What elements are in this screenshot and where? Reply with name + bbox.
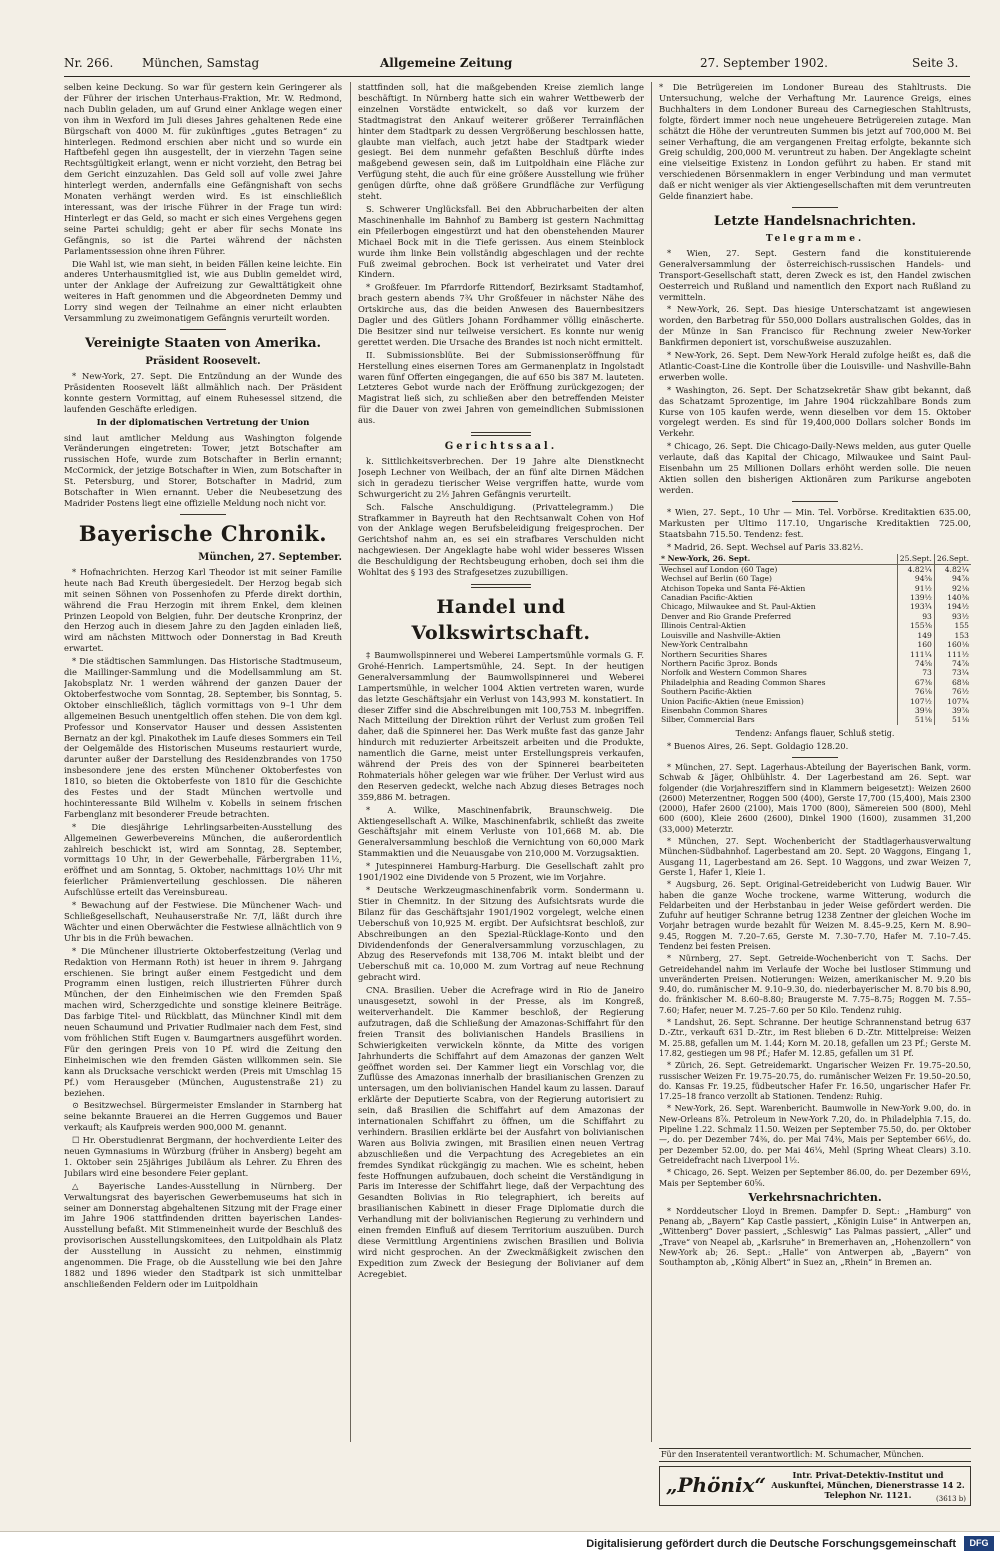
separator xyxy=(471,432,531,436)
ad-line: Telephon Nr. 1121. xyxy=(824,1490,912,1500)
market-report: * München, 27. Sept. Lagerhaus-Abteilung der Bayerischen Bank, vorm. Schwab & Jäger, Ohlbühlstr. 4. Der Lagerbestand am 26. Sept. war folgender (die Vorjahresziffern sind in Klammern beigesetzt): Weizen 2600 (2600) Meterzentner, Roggen 500 (400), Gerste 17,700 (15,400), Mais 2300 (2000), Hafer 2600 (2100), Mais 1700 (800), Sämereien 500 (800), Mehl 600 (600), Kleie 2600 (2600), Dinkel 1900 (1600), zusammen 31,200 (33,000) Meterztr. xyxy=(659,762,971,834)
telegram: * Wien, 27. Sept., 10 Uhr — Min. Tel. Vorbörse. Kreditaktien 635.00, Markusten per Ultimo 117.10, Ungarische Kreditaktien 725.00, Staatsbahn 715.50. Tendenz: fest. xyxy=(659,506,971,539)
telegram: * New-York, 26. Sept. Das hiesige Unterschatzamt ist angewiesen worden, den Barbetrag für 550,000 Dollars australischen Goldes, das in der Münze in San Francisco für Rechnung zweier New-Yorker Bankfirmen deponiert ist, vorschußweise auszuzahlen. xyxy=(659,304,971,348)
telegram: * Washington, 26. Sept. Der Schatzsekretär Shaw gibt bekannt, daß das Schatzamt 5prozentige, im Jahre 1904 rückzahlbare Bonds zum Kurse von 105 kaufen werde, wenn dieselben vor dem 15. Oktober vorgelegt werden. Es sind für 19,400,000 Dollars solcher Bonds im Verkehr. xyxy=(659,384,971,439)
table-row xyxy=(659,631,971,640)
ad-code: (3613 b) xyxy=(936,1495,966,1503)
stock-quote: 140⅜ xyxy=(947,593,969,603)
table-row xyxy=(659,706,971,715)
separator xyxy=(792,501,838,502)
article-paragraph: * Deutsche Werkzeugmaschinenfabrik vorm. Sondermann u. Stier in Chemnitz. In der Sitzung des Aufsichtsrats wurde die Bilanz für das Geschäftsjahr 1901/1902 vorgelegt, welche einen Ueberschuß von 10,925 M. ergibt. Der Aufsichtsrat beschloß, zur Abschreibungen an den Spezial-Rücklage-Konto und den Dividendenfonds der Generalversammlung vorzuschlagen, zu Abzug des Reservefonds mit 138,706 M. intakt bleibt und der Ueberschuß mit ca. 10,000 M. zum Vortrag auf neue Rechnung gebracht wird. xyxy=(358,885,644,983)
stock-name: Eisenbahn Common Shares xyxy=(659,706,897,715)
market-report: * Zürich, 26. Sept. Getreidemarkt. Ungarischer Weizen Fr. 19.75–20.50, russischer Weizen Fr. 19.75–20.75, do. rumänischer Weizen Fr. 19.50–20.50, do. Kansas Fr. 19.25, füdbeutscher Hafer Fr. 16.50, ungarischer Hafer Fr. 17.25–18 franco verzollt ab Stationen. Tendenz: Ruhig. xyxy=(659,1061,971,1102)
stock-name: Wechsel auf Berlin (60 Tage) xyxy=(659,574,897,583)
stock-quote: 74⅞ xyxy=(951,658,969,668)
digitization-footer xyxy=(0,1531,1000,1556)
stock-quote: 93½ xyxy=(951,611,969,621)
table-row xyxy=(659,602,971,611)
article-paragraph: stattfinden soll, hat die maßgebenden Kreise ziemlich lange beschäftigt. In Nürnberg hatte sich ein wahrer Wettbewerb der einzelnen Vorstädte entwickelt, so daß vor kurzem der Stadtmagistrat den Ankauf weiterer größerer Terrainflächen hinter dem Stadtpark zu dessen Vergrößerung beschlossen hatte, glaubte man vielfach, auch jetzt habe der Stadtpark wieder gesiegt. Bei dem nunmehr gefaßten Beschluß dürfte indes maßgebend gewesen sein, daß im Luitpoldhain eine Fläche zur Verfügung steht, die auch für eine größere Ausstellung wie früher genügen dürfte, ohne daß größere Grundfläche zur Verfügung steht. xyxy=(358,82,644,202)
masthead-paper-title: Allgemeine Zeitung xyxy=(380,56,513,70)
stock-name: Southern Pacific-Aktien xyxy=(659,687,897,696)
article-paragraph: * Großfeuer. Im Pfarrdorfe Rittendorf, Bezirksamt Stadtamhof, brach gestern abends 7¾ Uhr Großfeuer in nächster Nähe des Ortskirche aus, das die beiden Anwesen des Bauernbesitzers Dagler und des Gütlers Johann Fordhammer völlig einäscherte. Die Besitzer sind nur teilweise versichert. Es konnte nur wenig gerettet werden. Die Ursache des Brandes ist noch nicht ermittelt. xyxy=(358,282,644,347)
footer-credit: Digitalisierung gefördert durch die Deutsche Forschungsgemeinschaft xyxy=(586,1538,956,1550)
masthead xyxy=(64,56,970,76)
table-row xyxy=(659,668,971,677)
page-number: Seite 3. xyxy=(912,56,959,70)
market-report: * München, 27. Sept. Wochenbericht der Stadtlagerhausverwaltung München-Südbahnhof. Lagerbestand am 20. Sept. 20 Waggons, Eingang 1, Ausgang 11, Lagerbestand am 26. Sept. 10 Waggons, und zwar Weizen 7, Gerste 1, Hafer 1, Kleie 1. xyxy=(659,837,971,877)
column-divider xyxy=(651,82,652,1442)
stock-name: Northern Pacific 3proz. Bonds xyxy=(659,659,897,668)
article-paragraph: ‡ Baumwollspinnerei und Weberei Lampertsmühle vormals G. F. Grohé-Henrich. Lampertsmühle, 24. Sept. In der heutigen Generalversammlung der Baumwollspinnerei und Weberei Lampertsmühle, in welcher 1004 Aktien vertreten waren, wurde das letzte Geschäftsjahr ein Verlust von 143,993 M. konstatiert. In dieser Ziffer sind die Abschreibungen mit 100,753 M. inbegriffen. Nach Mitteilung der Direktion rührt der Verlust zum großen Teil daher, daß die Spinnerei her. Das Werk mußte fast das ganze Jahr hindurch mit reduzierter Arbeitszeit arbeiten und die Produkte, namentlich die Garne, meist unter Erstellungspreis verkaufen, während der Preis des von der Spinnerei bearbeiteten Rohmaterials höher gelegen war wie früher. Der Verlust wird aus den Reserven gedeckt, welche nach Abzug dieses Betrages noch 359,886 M. betragen. xyxy=(358,649,644,802)
stock-quote: 76½ xyxy=(951,687,969,697)
separator xyxy=(180,329,226,330)
column-divider xyxy=(350,82,351,1442)
stock-quote: 94⅝ xyxy=(897,574,934,583)
imprint: Für den Inseratenteil verantwortlich: M. Schumacher, München. xyxy=(659,1448,971,1462)
separator xyxy=(471,584,531,588)
market-report: * Landshut, 26. Sept. Schranne. Der heutige Schrannenstand betrug 637 D.-Ztr., verkauft 631 D.-Ztr., im Rest blieben 6 D.-Ztr. Mittelpreise: Weizen M. 25.88, gefallen um M. 1.44; Korn M. 20.18, gefallen um 23 Pf.; Gerste M. 17.82, gestiegen um 98 Pf.; Hafer M. 12.85, gefallen um 31 Pf. xyxy=(659,1018,971,1058)
stock-quote: 76⅛ xyxy=(897,687,934,696)
stock-name: Illinois Central-Aktien xyxy=(659,621,897,630)
table-row xyxy=(659,640,971,649)
stock-quote: 74⅝ xyxy=(897,659,934,668)
article-paragraph: * Jutespinnerei Hamburg-Harburg. Die Gesellschaft zahlt pro 1901/1902 eine Dividende von 5 Prozent, wie im Vorjahre. xyxy=(358,861,644,883)
table-row xyxy=(659,650,971,659)
market-report: * New-York, 26. Sept. Warenbericht. Baumwolle in New-York 9.00, do. in New-Orleans 8⅞. Petroleum in New-York 7.20, do. in Philadelphia 7.15, do. Pipeline 1.22. Schmalz 11.50. Weizen per September 75.50, do. per Oktober —, do. per Dezember 74⅜, do. per Mai 74⅜, Mais per September 66½, do. per Dezember 52.00, do. per Mai 46¼, Mehl (Spring Wheat Clears) 3.10. Getreidefracht nach Liverpool 1½. xyxy=(659,1104,971,1165)
section-heading-court: Gerichtssaal. xyxy=(444,441,558,453)
stock-quote: 4.82¼ xyxy=(897,564,934,574)
stock-quote: 91½ xyxy=(897,584,934,593)
ad-line: Intr. Privat-Detektiv-Institut und Auskunftei, München, Dienerstrasse 14 2. xyxy=(771,1470,965,1490)
article-paragraph: sind laut amtlicher Meldung aus Washington folgende Veränderungen eingetreten: Tower, jetzt Botschafter am russischen Hofe, wurde zum Botschafter in Berlin ernannt; McCormick, der jetzige Botschafter in Wien, zum Botschafter in St. Petersburg, und Storer, Botschafter in Madrid, zum Botschafter in Wien ernannt. Ueber die Neubesetzung des Madrider Postens liegt eine offizielle Meldung noch nicht vor. xyxy=(64,432,342,508)
stock-quote: 155⅜ xyxy=(897,621,934,630)
stock-rows xyxy=(659,564,971,724)
article-paragraph: * Hofnachrichten. Herzog Karl Theodor ist mit seiner Familie heute nach Bad Kreuth übergesiedelt. Der Herzog begab sich mit seinen Söhnen von Possenhofen zu Pferde direkt dorthin, während die Frau Herzogin mit ihrem Enkel, dem kleinen Prinzen Leopold von Belgien, fuhr. Der deutsche Kronprinz, der den Herzog auch in diesem Jahre zu den Jagden einladen ließ, wird am nächsten Mittwoch oder Donnerstag in Bad Kreuth erwartet. xyxy=(64,566,342,654)
stock-quote: 149 xyxy=(897,631,934,640)
stock-quote: 39⅞ xyxy=(951,705,969,715)
subheading: Präsident Roosevelt. xyxy=(145,355,261,367)
article-paragraph: * A. Wilke, Maschinenfabrik, Braunschweig. Die Aktiengesellschaft A. Wilke, Maschinenfabrik, schließt das zweite Geschäftsjahr mit einem Verluste von 101,668 M. ab. Die Generalversammlung beschloß die Vernichtung von 60,000 Mark Stammaktien und die Neuausgabe von 210,000 M. Vorzugsaktien. xyxy=(358,804,644,859)
article-paragraph: * Die Münchener illustrierte Oktoberfestzeitung (Verlag und Redaktion von Hermann Roth) ist heuer in ihrem 9. Jahrgang erschienen. Sie bringt außer einem Festgedicht und dem Programm einen lustigen, reich illustrierten Führer durch München, der den Einheimischen wie den Fremden Spaß machen wird, Scherzgedichte und sonstige kleinere Beiträge. Das farbige Titel- und Rückblatt, das Münchner Kindl mit dem neuen Schaumund und Privatier Rudlmaier nach dem Fest, sind vom fröhlichen Stift Eugen v. Baumgartners ausgeführt worden. Für den geringen Preis von 10 Pf. wird die Zeitung den Einheimischen wie den fremden Gästen willkommen sein. Sie kann als Drucksache verschickt werden (Preis mit Umschlag 15 Pf.) vom Herausgeber (München, Augustenstraße 21) zu beziehen. xyxy=(64,945,342,1098)
telegram: * Madrid, 26. Sept. Wechsel auf Paris 33.82½. xyxy=(667,541,864,552)
subheading-telegrams: Telegramme. xyxy=(765,233,865,244)
tendency: Tendenz: Anfangs flauer, Schluß stetig. xyxy=(735,728,895,738)
table-row xyxy=(659,612,971,621)
column-header: 25.Sept. xyxy=(897,554,934,564)
stock-name: Louisville and Nashville-Aktien xyxy=(659,631,897,640)
subheading: In der diplomatischen Vertretung der Union xyxy=(96,417,310,428)
article-paragraph: S. Schwerer Unglücksfall. Bei den Abbrucharbeiten der alten Maschinenhalle im Bahnhof zu Bamberg ist gestern Nachmittag ein Pfeilerbogen eingestürzt und hat den obenstehenden Maurer Michael Bock mit in die Tiefe gerissen. Aus einem Steinblock wurde ihm linke Bein vollständig abgeschlagen und der rechte Fuß zweimal gebrochen. Bock ist verheiratet und Vater drei Kindern. xyxy=(358,203,644,280)
table-row xyxy=(659,593,971,602)
article-paragraph: * Die Betrügereien im Londoner Bureau des Stahltrusts. Die Untersuchung, welche der Verhaftung Mr. Laurence Greigs, eines Buchhalters in dem Londoner Bureau des Carnegieschen Stahltrusts, folgte, fördert immer noch neue ungeheuere Betrügereien zutage. Man schätzt die Höhe der veruntreuten Summen bis jetzt auf 700,000 M. Bei seiner Verhaftung, die am vergangenen Freitag erfolgte, bekannte sich Greig schuldig, 200,000 M. veruntreut zu haben. Der Angeklagte scheint eine vielseitige Existenz in London geführt zu haben. Er stand mit verschiedenen Börsenmaklern in enger Verbindung und man vermutet daß er nicht weniger als vier Aktiengesellschaften mit dem veruntreuten Gelde finanziert habe. xyxy=(659,82,971,202)
column-header: 26.Sept. xyxy=(934,554,971,564)
article-paragraph: ⊙ Besitzwechsel. Bürgermeister Emslander in Starnberg hat seine bekannte Brauerei an die Herren Guggemos und Bauer verkauft; als Kaufpreis werden 900,000 M. genannt. xyxy=(64,1100,342,1133)
section-heading-bavaria: Bayerische Chronik. xyxy=(78,520,328,546)
table-row xyxy=(659,574,971,583)
stock-name: Silber, Commercial Bars xyxy=(659,715,897,724)
article-paragraph: △ Bayerische Landes-Ausstellung in Nürnberg. Der Verwaltungsrat des bayerischen Gewerbemuseums hat sich in seiner am Donnerstag abgehaltenen Sitzung mit der Frage einer im Jahre 1906 stattfindenden dritten bayerischen Landes-Ausstellung befaßt. Mit Stimmeneinheit wurde der Beschluß des provisorischen Ausstellungskomitees, den Luitpoldhain als Platz der Ausstellung in Aussicht zu nehmen, einstimmig angenommen. Die Frage, ob die Ausstellung wie bei den Jahre 1882 und 1896 wieder den Stadtpark ist sich unmittelbar anschließenden Feldern oder im Luitpoldhain xyxy=(64,1180,342,1289)
stock-quote: 107½ xyxy=(897,697,934,706)
article-paragraph: * New-York, 27. Sept. Die Entzündung an der Wunde des Präsidenten Roosevelt läßt allmählich nach. Der Präsident konnte gestern Vormittag, auf einem Ruhesessel sitzend, die laufenden Geschäfte erledigen. xyxy=(64,370,342,414)
column-3 xyxy=(659,82,971,1542)
stock-quote: 51⅛ xyxy=(951,715,969,725)
article-paragraph: Die Wahl ist, wie man sieht, in beiden Fällen keine leichte. Ein anderes Unterhausmitglied ist, wie aus Dublin gemeldet wird, unter der Anklage der Aufreizung zur Gewalttätigkeit ohne weiteres in Haft genommen und die Abgeordneten Demmy und Lorry sind wegen der Teilnahme an einer nicht erlaubten Versammlung zu zweimonatigem Gefängnis verurteilt worden. xyxy=(64,258,342,324)
ad-logo: „Phönix“ xyxy=(666,1473,766,1497)
stock-quote: 155 xyxy=(954,621,969,631)
stock-name: New-York Centralbahn xyxy=(659,640,897,649)
stock-quote: 111¼ xyxy=(897,650,934,659)
stock-quote: 194½ xyxy=(947,602,969,612)
column-1 xyxy=(64,82,342,1542)
separator xyxy=(792,207,838,208)
market-report: * Chicago, 26. Sept. Weizen per September 86.00, do. per Dezember 69½, Mais per September 60⅝. xyxy=(659,1168,971,1188)
masthead-rule xyxy=(64,76,970,77)
article-paragraph: * Bewachung auf der Festwiese. Die Münchener Wach- und Schließgesellschaft, Neuhauserstraße Nr. 7/I, läßt durch ihre Wächter und einen Oberwächter die Festwiese allnächtlich von 9 Uhr bis in die Früh bewachen. xyxy=(64,900,342,943)
advertisement xyxy=(659,1466,971,1506)
separator xyxy=(180,514,226,515)
section-heading-usa: Vereinigte Staaten von Amerika. xyxy=(84,335,322,351)
stock-quote: 193¾ xyxy=(897,602,934,611)
table-row xyxy=(659,659,971,668)
stock-quote: 67⅜ xyxy=(897,678,934,687)
stock-quote: 73 xyxy=(897,668,934,677)
stock-quote: 160 xyxy=(897,640,934,649)
stock-quote: 92⅛ xyxy=(951,583,969,593)
stock-quote: 73¼ xyxy=(951,668,969,678)
article-paragraph: Sch. Falsche Anschuldigung. (Privattelegramm.) Die Strafkammer in Bayreuth hat den Rechtsanwalt Cohen von Hof von der Anklage wegen Berufsbeleidigung freigesprochen. Der Gerichtshof nahm an, es sei ein strafbares Verschulden nicht nachgewiesen. Der Angeklagte habe wohl wider besseres Wissen die Beschuldigung der Rechtsbeugung erhoben, doch sei ihm die Wohltat des § 193 des Strafgesetzes zuzubilligen. xyxy=(358,501,644,578)
stock-quote: 160⅛ xyxy=(947,640,969,650)
telegram: * Buenos Aires, 26. Sept. Goldagio 128.20. xyxy=(667,741,849,752)
stock-name: Canadian Pacific-Aktien xyxy=(659,593,897,602)
table-label: * New-York, 26. Sept. xyxy=(659,554,897,564)
article-paragraph: * Die diesjährige Lehrlingsarbeiten-Ausstellung des Allgemeinen Gewerbevereins München, die außerordentlich zahlreich beschickt ist, wird am Sonntag, 28. September, vormittags 10 Uhr, in der Gewerbehalle, Färbergraben 11½, eröffnet und am Sonntag, 5. Oktober, nachmittags 10½ Uhr mit feierlicher Prämienverteilung geschlossen. Die näheren Aufschlüsse erteilt das Vereinsbureau. xyxy=(64,821,342,898)
table-row xyxy=(659,687,971,696)
stock-name: Chicago, Milwaukee and St. Paul-Aktien xyxy=(659,602,897,611)
table-row xyxy=(659,564,971,574)
article-paragraph: * Norddeutscher Lloyd in Bremen. Dampfer D. Sept.: „Hamburg“ von Penang ab, „Bayern“ Kap Castle passiert, „Königin Luise“ in Antwerpen an, „Wittenberg“ Dover passiert, „Schleswig“ Las Palmas passiert, „Aller“ und „Trave“ von Neapel ab, „Karlsruhe“ in Bremerhaven an, „Hohenzollern“ von New-York ab; 26. Sept.: „Halle“ von Antwerpen ab, „Bayern“ von Southampton ab, „König Albert“ in Suez an, „Rhein“ in Bremen an. xyxy=(659,1206,971,1268)
article-paragraph: * Die städtischen Sammlungen. Das Historische Stadtmuseum, die Maillinger-Sammlung und die Modellsammlung am St. Jakobsplatz Nr. 1 werden während der ganzen Dauer der Oktoberfestwoche vom Sonntag, 28. September, bis Sonntag, 5. Oktober einschließlich, täglich vormittags von 9–1 Uhr dem allgemeinen Besuch unentgeltlich offen stehen. Die von dem kgl. Professor und Konservator Hauser und dessen Assistenten Bernatz an der kgl. Pinakothek im Laufe dieses Sommers ein Teil der Oelgemälde des Historischen Museums restauriert wurde, darunter außer der Darstellung des Residenzbrandes von 1750 insbesondere jene des ersten Münchener Oktoberfestes von 1810, so bieten die Oktoberfeste von 1810 für die Geschichte des Festes und der Stadt München wertvolle und hochinteressante Bild Wilhelm v. Kobells in seinem frischen Farbenglanz mit besonderer Freude betrachten. xyxy=(64,656,342,819)
stock-name: Denver and Rio Grande Preferred xyxy=(659,612,897,621)
dateline: München, 27. September. xyxy=(198,551,342,563)
telegram: * Chicago, 26. Sept. Die Chicago-Daily-News melden, aus guter Quelle verlaute, daß das Kapital der Chicago, Milwaukee und Saint Paul-Eisenbahn um 25 Millionen Dollars erhöht werden solle. Die neuen Aktien sollen den bisherigen Aktionären zum Parikurse angeboten werden. xyxy=(659,441,971,495)
stock-quote: 51⅛ xyxy=(897,715,934,724)
table-row xyxy=(659,697,971,706)
table-row xyxy=(659,715,971,724)
telegram: * Wien, 27. Sept. Gestern fand die konstituierende Generalversammlung der österreichisch-russischen Handels- und Transport-Gesellschaft statt, deren Zweck es ist, den Handel zwischen Oesterreich und Rußland und namentlich den Export nach Rußland zu vermitteln. xyxy=(659,247,971,302)
table-header xyxy=(659,554,971,564)
stock-quote: 153 xyxy=(954,630,969,640)
issue-number: Nr. 266. xyxy=(64,56,114,70)
telegram: * New-York, 26. Sept. Dem New-York Herald zufolge heißt es, daß die Atlantic-Coast-Line die Kontrolle über die Louisville- und Nashville-Bahn erwerben wolle. xyxy=(659,350,971,382)
stock-name: Union Pacific-Aktien (neue Emission) xyxy=(659,697,897,706)
stock-name: Philadelphia and Reading Common Shares xyxy=(659,678,897,687)
article-paragraph: CNA. Brasilien. Ueber die Acrefrage wird in Rio de Janeiro unausgesetzt, sowohl in der Presse, als im Kongreß, weiterverhandelt. Die Kammer beschloß, der Regierung aufzutragen, daß die Schließung der Amazonas-Schiffahrt für den freien Transit des bolivianischen Handels Brasiliens in Schwierigkeiten verwickeln könnte, da Mitte des vorigen Jahrhunderts die Schiffahrt auf dem Amazonas der ganzen Welt geöffnet worden sei. Der Kammer liegt ein Vorschlag vor, die Zuflüsse des Amazonas innerhalb der brasilianischen Grenzen zu untersagen, um den bolivianischen Handel kaum zu lassen. Darauf erklärte der Deputierte Scabra, von der Regierung autorisiert zu sein, daß Brasilien die Schiffahrt auf dem Amazonas der internationalen Schiffahrt zu öffnen, um die Schiffahrt zu verhindern. Brasilien erklärte bei der Ausfahrt von bolivianischen Waren aus Bolivia zwingen, mit Brasilien einen neuen Vertrag abzuschließen und die Verpachtung des Acregebietes an ein fremdes Syndikat rückgängig zu machen. Wie es scheint, heben feste Hoffnungen aufzubauen, doch scheint die Verständigung in Paris im Interesse der Schiffahrt liege, daß der Verpachtung des Gesandten Bolivias in Rio telegraphiert, ich bereits auf brasilianischen Kabinett in dieser Frage Diplomatie durch die Verhandlung mit der bolivianischen Regierung zu verhindern und einen fremden Einfluß auf diesem Territorium auszuüben. Durch diese Vermittlung Argentiniens zwischen Brasilien und Bolivia wird nicht gesprochen. An der Zweckmäßigkeit zwischen den Expedition zum Zweck der Besiegung der Bolivianer auf dem Acregebiet. xyxy=(358,985,644,1279)
stock-name: Northern Securities Shares xyxy=(659,650,897,659)
section-heading-economy: Handel und Volkswirtschaft. xyxy=(411,595,591,644)
stock-quote: 39⅛ xyxy=(897,706,934,715)
stock-quote: 107¾ xyxy=(947,696,969,706)
stock-quote: 94⅞ xyxy=(951,574,969,584)
stock-quote: 93 xyxy=(897,612,934,621)
column-2 xyxy=(358,82,644,1542)
market-report: * Nürnberg, 27. Sept. Getreide-Wochenbericht von T. Sachs. Der Getreidehandel nahm im Verlaufe der Woche bei lustloser Stimmung und unveränderten Preisen. Notierungen: Weizen, amerikanischer M. 9.20 bis 9.40, do. rumänischer M. 9.10–9.30, do. niederbayerischer M. 8.70 bis 8.90, do. fränkischer M. 8.60–8.80; Braugerste M. 7.75–8.75; Roggen M. 7.55–7.60; Hafer, neuer M. 7.25–7.60 per 50 Kilo. Tendenz ruhig. xyxy=(659,954,971,1015)
stock-quote: 111½ xyxy=(947,649,969,659)
stock-quote: 4.82¼ xyxy=(944,564,969,574)
masthead-city-day: München, Samstag xyxy=(142,56,260,70)
stock-quote: 139½ xyxy=(897,593,934,602)
table-row xyxy=(659,584,971,593)
section-heading-traffic: Verkehrsnachrichten. xyxy=(748,1190,882,1204)
table-row xyxy=(659,678,971,687)
table-row xyxy=(659,621,971,630)
stock-table xyxy=(659,554,971,724)
article-paragraph: II. Submissionsblüte. Bei der Submissionseröffnung für Herstellung eines eisernen Tores am Germanenplatz in Ingolstadt waren fünf Offerten eingegangen, die auf 650 bis 387 M. lauteten. Letzteres Gebot wurde nach der Eröffnung zurückgezogen; der Magistrat ließ sich, zu schließen aber den betreffenden Meister für die Dauer von zwei Jahren von gemeindlichen Submissionen aus. xyxy=(358,349,644,426)
dfg-logo: DFG xyxy=(964,1536,994,1551)
stock-name: Norfolk and Western Common Shares xyxy=(659,668,897,677)
market-report: * Augsburg, 26. Sept. Original-Getreidebericht von Ludwig Bauer. Wir haben die ganze Woche trockene, warme Witterung, wodurch die Feldarbeiten und der Herbstanbau in jeder Weise gefördert werden. Die Zufuhr auf heutiger Schranne betrug 1238 Zentner der gleichen Woche im Vorjahr betragen wurde bezahlt für Weizen M. 8.45–9.25, Kern M. 8.90–9.45, Roggen M. 7.20–7.65, Gerste M. 7.30–7.70, Hafer M. 7.10–7.45. Tendenz bei festen Preisen. xyxy=(659,880,971,951)
masthead-date: 27. September 1902. xyxy=(700,56,828,70)
article-paragraph: ☐ Hr. Oberstudienrat Bergmann, der hochverdiente Leiter des neuen Gymnasiums in Würzburg (früher in Ansberg) begeht am 1. Oktober sein 25jähriges Jubiläum als Lehrer. Zu Ehren des Jubilars wird eine besondere Feier geplant. xyxy=(64,1135,342,1178)
stock-quote: 68⅛ xyxy=(951,677,969,687)
stock-name: Wechsel auf London (60 Tage) xyxy=(659,564,897,574)
article-paragraph: k. Sittlichkeitsverbrechen. Der 19 Jahre alte Dienstknecht Joseph Lechner von Weilbach, der an fünf alte Dirnen Mädchen sich in geradezu tierischer Weise vergriffen hatte, wurde vom Schwurgericht zu 2½ Jahren Gefängnis verurteilt. xyxy=(358,456,644,499)
separator xyxy=(792,757,838,758)
article-paragraph: selben keine Deckung. So war für gestern kein Geringerer als der Führer der irischen Unterhaus-Fraktion, Mr. W. Redmond, nach Dublin geladen, um auf Grund einer Anklage wegen einer von ihm in Wexford im Juli dieses Jahres gehaltenen Rede eine Bürgschaft von 4000 M. für zukünftiges „gutes Betragen“ zu hinterlegen. Redmond erschien aber nicht und so wurde ein Haftbefehl gegen ihn ausgestellt, der in vierzehn Tagen seine Rechtsgültigkeit erlangt, wenn er nicht vorzieht, den Betrag bei dem Gericht einzuzahlen. Das Geld soll auf volle zwei Jahre hinterlegt werden, andernfalls eine Gefängnishaft von sechs Monaten verhängt werden wird. Es ist einschließlich interessant, was der irische Führer in der Frage tun wird: Hinterlegt er das Geld, so macht er sich eines Vergehens gegen seine Partei schuldig; geht er aber für sechs Monate ins Gefängnis, so ist die Partei während der nächsten Parlamentssession ohne ihren Führer. xyxy=(64,82,342,256)
section-heading-trade-news: Letzte Handelsnachrichten. xyxy=(713,213,917,229)
stock-name: Atchison Topeka und Santa Fé-Aktien xyxy=(659,584,897,593)
